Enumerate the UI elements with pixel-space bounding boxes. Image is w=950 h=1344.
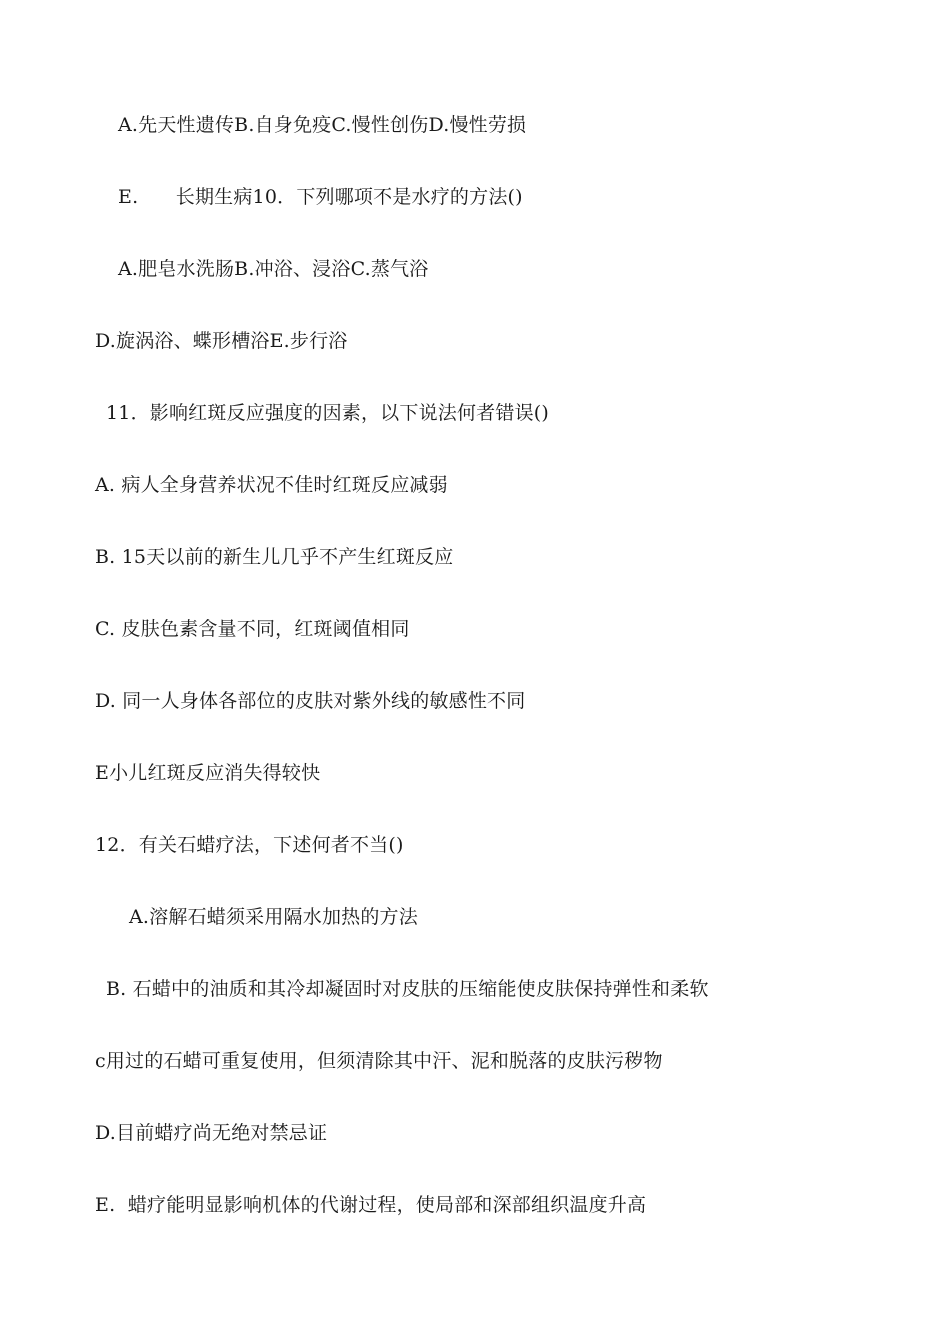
text-line: 12．有关石蜡疗法，下述何者不当() <box>95 834 404 856</box>
text-line: D.目前蜡疗尚无绝对禁忌证 <box>95 1122 328 1144</box>
text-line: B. 15天以前的新生儿几乎不产生红斑反应 <box>95 546 454 568</box>
text-line: E小儿红斑反应消失得较快 <box>95 762 321 784</box>
text-line: D. 同一人身体各部位的皮肤对紫外线的敏感性不同 <box>95 690 526 712</box>
text-line: A.肥皂水洗肠B.冲浴、浸浴C.蒸气浴 <box>118 258 429 280</box>
text-line: c用过的石蜡可重复使用，但须清除其中汗、泥和脱落的皮肤污秽物 <box>95 1050 663 1072</box>
text-line: B. 石蜡中的油质和其冷却凝固时对皮肤的压缩能使皮肤保持弹性和柔软 <box>106 978 709 1000</box>
text-line: A. 病人全身营养状况不佳时红斑反应减弱 <box>95 474 448 496</box>
text-line: E. 蜡疗能明显影响机体的代谢过程，使局部和深部组织温度升高 <box>95 1194 647 1216</box>
text-line: C. 皮肤色素含量不同，红斑阈值相同 <box>95 618 410 640</box>
text-line: E. 长期生病10．下列哪项不是水疗的方法() <box>118 186 523 208</box>
text-line: D.旋涡浴、蝶形槽浴E.步行浴 <box>95 330 348 352</box>
text-line: A.溶解石蜡须采用隔水加热的方法 <box>129 906 418 928</box>
text-line: A.先天性遗传B.自身免疫C.慢性创伤D.慢性劳损 <box>118 114 527 136</box>
text-line: 11．影响红斑反应强度的因素，以下说法何者错误() <box>106 402 550 424</box>
